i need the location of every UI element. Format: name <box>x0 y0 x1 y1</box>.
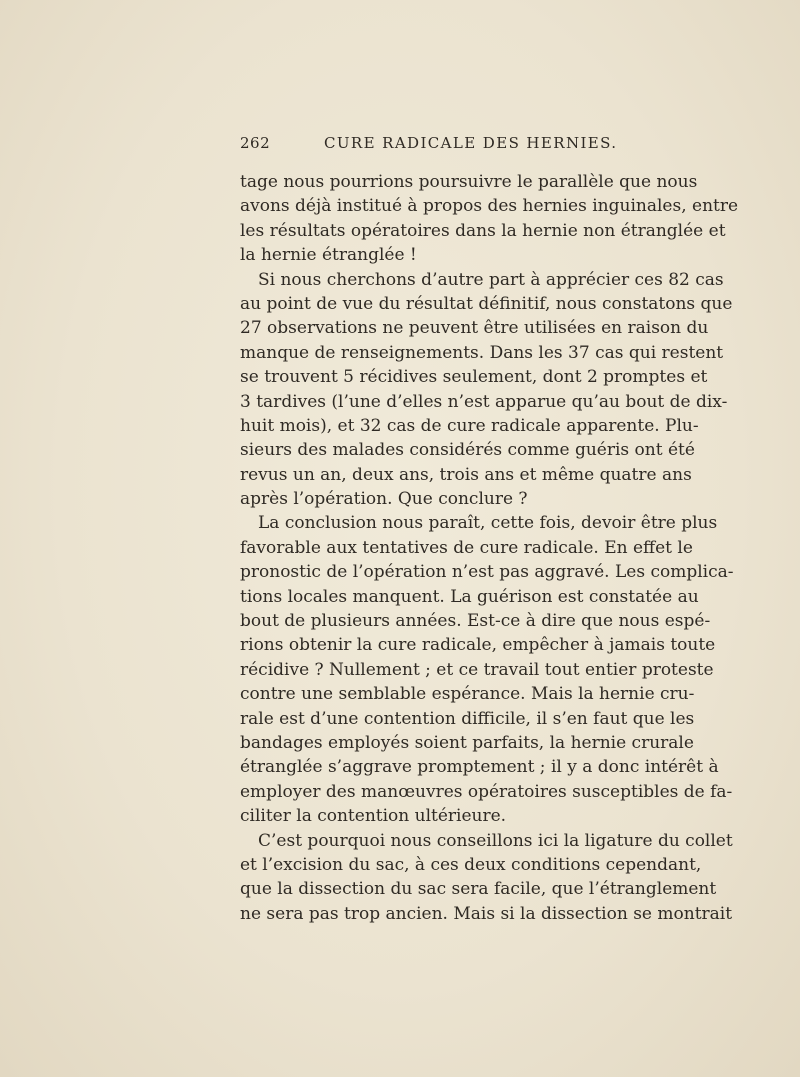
text-line: sieurs des malades considérés comme guéris ont été <box>240 440 695 461</box>
text-line: ciliter la contention ultérieure. <box>240 806 507 827</box>
page-number: 262 <box>240 134 271 152</box>
text-line: C’est pourquoi nous conseillons ici la ligature du collet <box>258 830 733 851</box>
body-text <box>240 170 739 926</box>
text-line: tions locales manquent. La guérison est constatée au <box>240 586 699 607</box>
text-line: rions obtenir la cure radicale, empêcher à jamais toute <box>240 635 716 656</box>
running-title: CURE RADICALE DES HERNIES. <box>324 134 618 152</box>
text-line: étranglée s’aggrave promptement ; il y a donc intérêt à <box>240 757 719 778</box>
text-line: avons déjà institué à propos des hernies inguinales, entre <box>240 196 739 217</box>
text-line: que la dissection du sac sera facile, que l’étranglement <box>240 879 717 900</box>
text-line: 27 observations ne peuvent être utilisées en raison du <box>240 318 709 339</box>
text-line: manque de renseignements. Dans les 37 cas qui restent <box>240 342 724 363</box>
text-line: au point de vue du résultat définitif, nous constatons que <box>240 293 733 314</box>
text-line: et l’excision du sac, à ces deux conditions cependant, <box>240 854 702 875</box>
text-line: après l’opération. Que conclure ? <box>240 489 528 510</box>
text-line: La conclusion nous paraît, cette fois, devoir être plus <box>258 513 718 534</box>
text-line: Si nous cherchons d’autre part à apprécier ces 82 cas <box>258 269 724 290</box>
text-line: 3 tardives (l’une d’elles n’est apparue qu’au bout de dix- <box>240 391 728 412</box>
text-line: la hernie étranglée ! <box>240 245 417 266</box>
text-line: employer des manœuvres opératoires susceptibles de fa- <box>240 781 733 802</box>
text-line: revus un an, deux ans, trois ans et même quatre ans <box>240 464 692 485</box>
text-line: bandages employés soient parfaits, la hernie crurale <box>240 732 694 753</box>
page-header <box>240 134 650 154</box>
text-line: huit mois), et 32 cas de cure radicale apparente. Plu- <box>240 415 699 436</box>
text-line: favorable aux tentatives de cure radicale. En effet le <box>240 537 693 558</box>
text-line: contre une semblable espérance. Mais la hernie cru- <box>240 684 695 705</box>
text-line: les résultats opératoires dans la hernie non étranglée et <box>240 220 726 241</box>
text-line: rale est d’une contention difficile, il s’en faut que les <box>240 708 695 729</box>
text-line: tage nous pourrions poursuivre le parallèle que nous <box>240 172 698 192</box>
text-line: bout de plusieurs années. Est-ce à dire que nous espé- <box>240 611 711 632</box>
text-line: récidive ? Nullement ; et ce travail tout entier proteste <box>240 659 714 680</box>
text-line: se trouvent 5 récidives seulement, dont 2 promptes et <box>240 367 708 388</box>
text-line: pronostic de l’opération n’est pas aggravé. Les complica- <box>240 562 734 583</box>
text-line: ne sera pas trop ancien. Mais si la dissection se montrait <box>240 903 733 924</box>
